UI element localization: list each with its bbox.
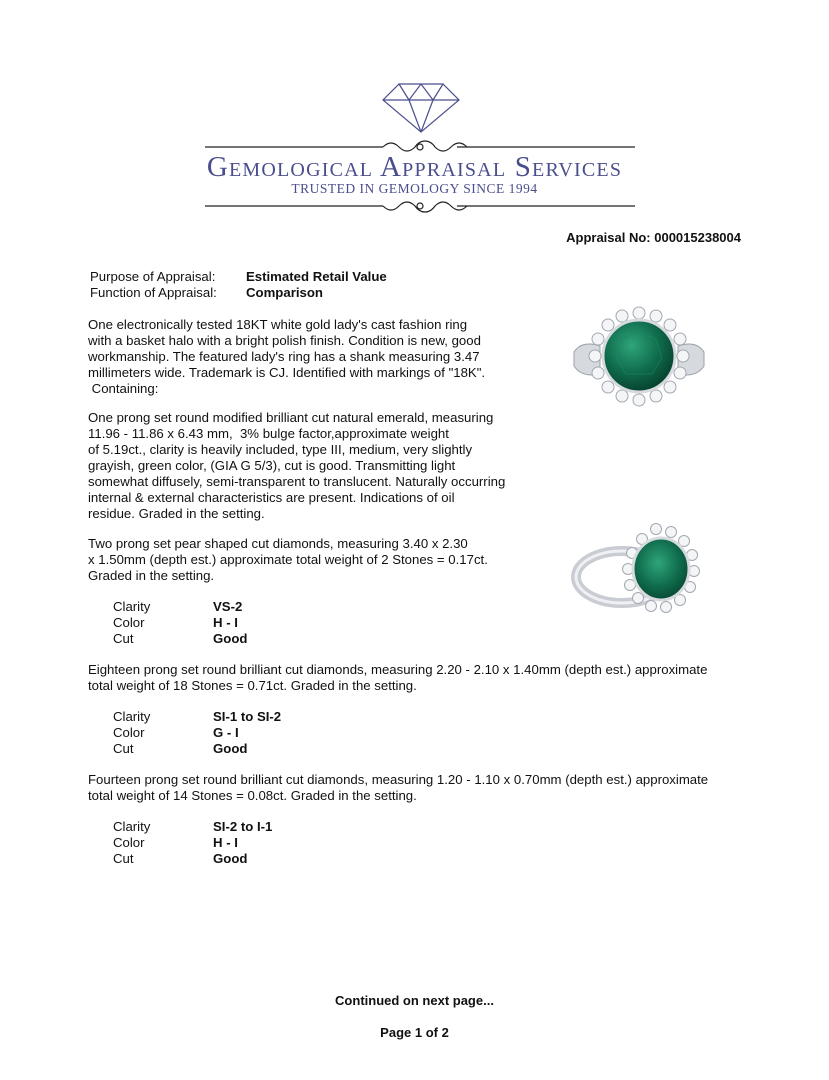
text-line: grayish, green color, (GIA G 5/3), cut is good. Transmitting light: [88, 458, 456, 473]
cut-value: Good: [213, 631, 248, 646]
color-value: H - I: [213, 615, 238, 630]
function-value: Comparison: [246, 285, 323, 300]
cut-value: Good: [213, 741, 248, 756]
page-number: Page 1 of 2: [380, 1025, 449, 1040]
color-value: H - I: [213, 835, 238, 850]
company-tagline: TRUSTED IN GEMOLOGY SINCE 1994: [291, 181, 538, 196]
cut-value: Good: [213, 851, 248, 866]
color-value: G - I: [213, 725, 239, 740]
appraisal-meta: [90, 269, 387, 301]
ornament-divider-bottom: [205, 197, 635, 215]
text-line: Two prong set pear shaped cut diamonds, measuring 3.40 x 2.30: [88, 536, 468, 551]
appraisal-number: Appraisal No: 000015238004: [566, 230, 741, 245]
purpose-label: Purpose of Appraisal:: [90, 269, 216, 284]
clarity-value: SI-2 to I-1: [213, 819, 273, 834]
cut-label: Cut: [113, 741, 134, 756]
text-line: Eighteen prong set round brilliant cut diamonds, measuring 2.20 - 2.10 x 1.40mm (depth est.) approximate: [88, 662, 708, 677]
company-name: Gemological Appraisal Services: [206, 151, 623, 183]
ring-description: [88, 317, 485, 397]
text-line: Fourteen prong set round brilliant cut diamonds, measuring 1.20 - 1.10 x 0.70mm (depth est.) approximate: [88, 772, 709, 787]
fourteen-grades: [113, 819, 272, 867]
ring-photo-angle-view: [570, 515, 710, 630]
text-line: internal & external characteristics are present. Indications of oil: [88, 490, 455, 505]
text-line: One electronically tested 18KT white gold lady's cast fashion ring: [88, 317, 468, 332]
cut-label: Cut: [113, 631, 134, 646]
clarity-label: Clarity: [113, 709, 151, 724]
pear-grades: [113, 599, 247, 647]
color-label: Color: [113, 725, 145, 740]
text-line: residue. Graded in the setting.: [88, 506, 265, 521]
text-line: somewhat diffusely, semi-transparent to translucent. Naturally occurring: [88, 474, 506, 489]
text-line: of 5.19ct., clarity is heavily included, type III, medium, very slightly: [88, 442, 473, 457]
text-line: x 1.50mm (depth est.) approximate total weight of 2 Stones = 0.17ct.: [88, 552, 488, 567]
diamond-logo-icon: [381, 82, 461, 134]
color-label: Color: [113, 835, 145, 850]
text-line: One prong set round modified brilliant cut natural emerald, measuring: [88, 410, 494, 425]
function-label: Function of Appraisal:: [90, 285, 217, 300]
text-line: 11.96 - 11.86 x 6.43 mm, 3% bulge factor,approximate weight: [88, 426, 449, 441]
text-line: millimeters wide. Trademark is CJ. Identified with markings of "18K".: [88, 365, 486, 380]
clarity-value: VS-2: [213, 599, 243, 614]
ring-photo-top-view: [572, 300, 706, 420]
emerald-description: [88, 410, 505, 522]
eighteen-diamonds-description: [88, 662, 707, 694]
continued-notice: Continued on next page...: [335, 993, 494, 1008]
text-line: with a basket halo with a bright polish finish. Condition is new, good: [88, 333, 481, 348]
color-label: Color: [113, 615, 145, 630]
text-line: Graded in the setting.: [88, 568, 215, 583]
text-line: Containing:: [88, 381, 159, 396]
text-line: total weight of 18 Stones = 0.71ct. Graded in the setting.: [88, 678, 417, 693]
text-line: total weight of 14 Stones = 0.08ct. Graded in the setting.: [88, 788, 417, 803]
cut-label: Cut: [113, 851, 134, 866]
pear-diamonds-description: [88, 536, 488, 584]
clarity-label: Clarity: [113, 599, 151, 614]
fourteen-diamonds-description: [88, 772, 708, 804]
clarity-label: Clarity: [113, 819, 151, 834]
clarity-value: SI-1 to SI-2: [213, 709, 282, 724]
purpose-value: Estimated Retail Value: [246, 269, 387, 284]
text-line: workmanship. The featured lady's ring has a shank measuring 3.47: [88, 349, 480, 364]
eighteen-grades: [113, 709, 281, 757]
